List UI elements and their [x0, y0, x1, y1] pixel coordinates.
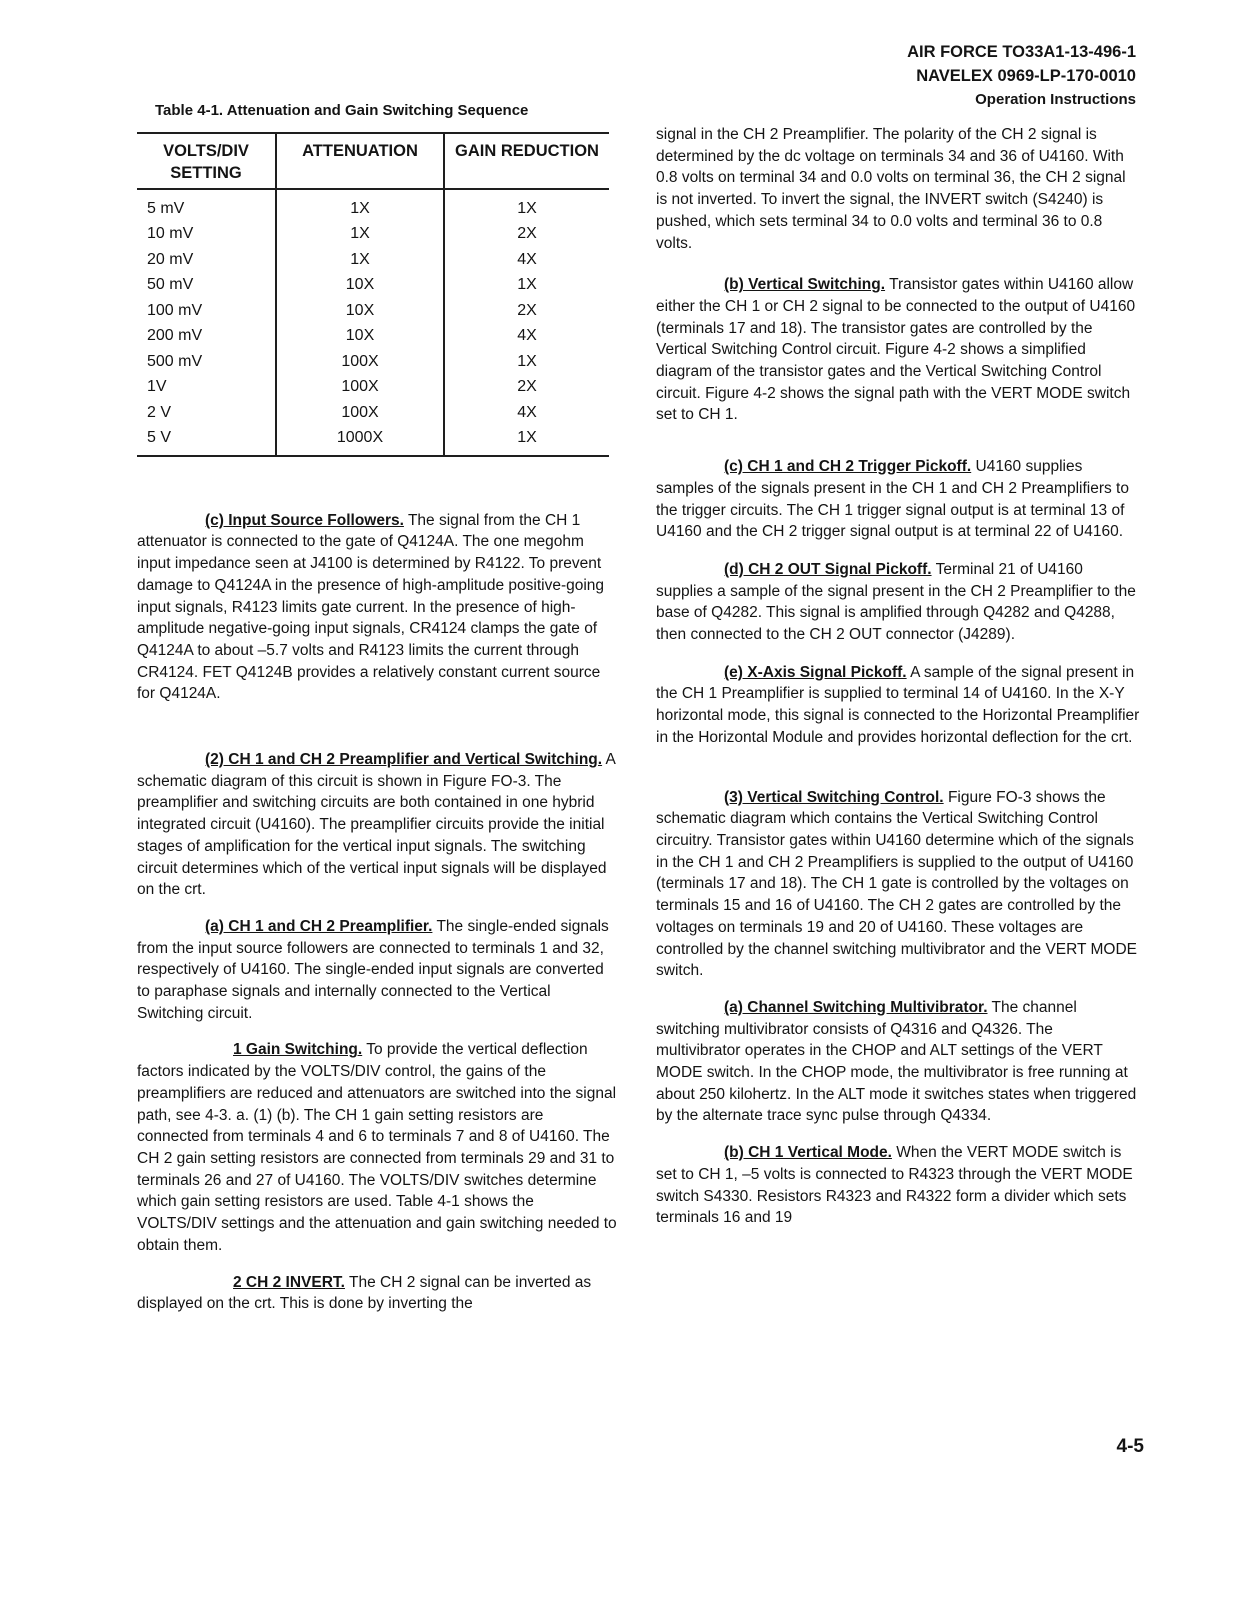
left-column	[137, 100, 617, 1315]
text-trigger-pickoff: U4160 supplies samples of the signals present in the CH 1 and CH 2 Preamplifiers to the trigger circuits. The CH 1 trigger signal output is at terminal 13 of U4160 and the CH 2 trigger signal output is at terminal 22 of U4160.	[656, 458, 1129, 541]
text-ch2-invert: The CH 2 signal can be inverted as displayed on the crt. This is done by inverting the	[137, 1273, 592, 1313]
text-ch1-vertical-mode: When the VERT MODE switch is set to CH 1, –5 volts is connected to R4323 through the VERT MODE switch S4330. Resistors R4323 and R4322 form a divider which sets terminals 16 and 19	[656, 1144, 1133, 1227]
col-header-gain-reduction: GAIN REDUCTION	[444, 133, 609, 189]
heading-preamplifier: (a) CH 1 and CH 2 Preamplifier.	[205, 917, 433, 935]
cell-attenuation: 1X	[276, 221, 444, 247]
table-row	[137, 400, 609, 426]
heading-channel-multivibrator: (a) Channel Switching Multivibrator.	[724, 998, 988, 1016]
text-ch2-out-pickoff: Terminal 21 of U4160 supplies a sample of the signal present in the CH 2 Preamplifier to the base of Q4282. This signal is amplified through Q4282 and Q4288, then connected to the CH 2 OUT connector (J4289).	[656, 560, 1136, 644]
page-header	[716, 40, 1136, 112]
table-row	[137, 425, 609, 456]
header-line-3: Operation Instructions	[975, 91, 1136, 108]
paragraph-ch2-out-pickoff	[656, 559, 1140, 646]
heading-input-source-followers: (c) Input Source Followers.	[205, 511, 404, 529]
cell-attenuation: 100X	[276, 349, 444, 375]
text-preamplifier: The single-ended signals from the input source followers are connected to terminals 1 and 32, respectively of U4160. The single-ended input signals are converted to paraphase signals and internally connected to the Vertical Switching circuit.	[137, 917, 609, 1022]
paragraph-preamplifier	[137, 916, 617, 1025]
paragraph-ch1-vertical-mode	[656, 1142, 1140, 1229]
attenuation-table	[137, 132, 609, 457]
right-column	[656, 124, 1140, 1229]
paragraph-gain-switching	[137, 1039, 617, 1256]
table-row	[137, 272, 609, 298]
cell-attenuation: 1X	[276, 247, 444, 273]
heading-preamp-switching: (2) CH 1 and CH 2 Preamplifier and Vertical Switching.	[205, 751, 603, 769]
page-number: 4-5	[1116, 1436, 1144, 1457]
cell-setting: 5 V	[147, 429, 172, 447]
cell-attenuation: 1X	[276, 189, 444, 222]
cell-attenuation: 100X	[276, 400, 444, 426]
table-row	[137, 323, 609, 349]
cell-attenuation: 1000X	[276, 425, 444, 456]
table-row	[137, 374, 609, 400]
table-row	[137, 298, 609, 324]
cell-setting: 50 mV	[147, 276, 194, 294]
heading-ch1-vertical-mode: (b) CH 1 Vertical Mode.	[724, 1144, 892, 1162]
cell-gain: 2X	[444, 298, 609, 324]
cell-gain: 1X	[444, 272, 609, 298]
cell-setting: 2 V	[147, 403, 172, 421]
cell-gain: 4X	[444, 323, 609, 349]
cell-gain: 2X	[444, 221, 609, 247]
cell-setting: 10 mV	[147, 225, 194, 243]
cell-gain: 2X	[444, 374, 609, 400]
table-row	[137, 349, 609, 375]
table-row	[137, 189, 609, 222]
table-row	[137, 221, 609, 247]
cell-attenuation: 10X	[276, 272, 444, 298]
table-caption: Table 4-1. Attenuation and Gain Switching Sequence	[155, 102, 529, 119]
paragraph-vertical-switching	[656, 274, 1140, 426]
cell-setting: 100 mV	[147, 301, 203, 319]
cell-gain: 1X	[444, 425, 609, 456]
cell-setting: 500 mV	[147, 352, 203, 370]
table-row	[137, 247, 609, 273]
cell-gain: 1X	[444, 189, 609, 222]
cell-gain: 4X	[444, 400, 609, 426]
paragraph-ch2-invert	[137, 1272, 617, 1315]
cell-attenuation: 10X	[276, 323, 444, 349]
cell-attenuation: 10X	[276, 298, 444, 324]
cell-gain: 4X	[444, 247, 609, 273]
paragraph-invert-continued: signal in the CH 2 Preamplifier. The polarity of the CH 2 signal is determined by the dc voltage on terminals 34 and 36 of U4160. With 0.8 volts on terminal 34 and 0.0 volts on terminal 36, the CH 2 signal is not inverted. To invert the signal, the INVERT switch (S4240) is pushed, which sets terminal 34 to 0.0 volts and terminal 36 to 0.8 volts.	[656, 126, 1126, 252]
table-header-row	[137, 133, 609, 189]
text-input-source-followers: The signal from the CH 1 attenuator is connected to the gate of Q4124A. The one megohm input impedance seen at J4100 is determined by R4122. To prevent damage to Q4124A in the presence of high-amplitude positive-going input signals, R4123 limits gate current. In the presence of high-amplitude negative-going input signals, CR4124 clamps the gate of Q4124A to about –5.7 volts and R4123 limits the current through CR4124. FET Q4124B provides a relatively constant current source for Q4124A.	[137, 511, 605, 703]
heading-vertical-switching: (b) Vertical Switching.	[724, 276, 886, 294]
paragraph-vertical-switching-control	[656, 787, 1140, 982]
heading-x-axis-pickoff: (e) X-Axis Signal Pickoff.	[724, 663, 907, 681]
heading-vertical-switching-control: (3) Vertical Switching Control.	[724, 788, 944, 806]
text-channel-multivibrator: The channel switching multivibrator consists of Q4316 and Q4326. The multivibrator operates in the CHOP and ALT settings of the VERT MODE switch. In the CHOP mode, the multivibrator is free running at about 250 kilohertz. In the ALT mode it switches states when triggered by the alternate trace sync pulse through Q4334.	[656, 998, 1137, 1125]
text-vertical-switching-control: Figure FO-3 shows the schematic diagram which contains the Vertical Switching Control circuitry. Transistor gates within U4160 determine which of the signals in the CH 1 and CH 2 Preamplifiers is supplied to the output of U4160 (terminals 17 and 18). The CH 1 gate is controlled by the voltages on terminals 15 and 16 of U4160. The CH 2 gates are controlled by the voltages on terminals 19 and 20 of U4160. These voltages are controlled by the channel switching multivibrator and the VERT MODE switch.	[656, 788, 1138, 980]
header-line-2: NAVELEX 0969-LP-170-0010	[916, 67, 1136, 85]
cell-setting: 1V	[147, 378, 167, 396]
cell-setting: 200 mV	[147, 327, 203, 345]
text-preamp-switching: A schematic diagram of this circuit is shown in Figure FO-3. The preamplifier and switching circuits are both contained in one hybrid integrated circuit (U4160). The preamplifier circuits provide the initial stages of amplification for the vertical input signals. The switching circuit determines which of the vertical input signals will be displayed on the crt.	[137, 751, 616, 899]
text-gain-switching: To provide the vertical deflection factors indicated by the VOLTS/DIV control, the gains of the preamplifiers are reduced and attenuators are switched into the signal path, see 4-3. a. (1) (b). The CH 1 gain setting resistors are connected from terminals 4 and 6 to terminals 7 and 8 of U4160. The CH 2 gain setting resistors are connected from terminals 29 and 31 to terminals 26 and 27 of U4160. The VOLTS/DIV switches determine which gain setting resistors are used. Table 4-1 shows the VOLTS/DIV settings and the attenuation and gain switching needed to obtain them.	[137, 1041, 617, 1254]
heading-gain-switching: 1 Gain Switching.	[233, 1041, 363, 1059]
heading-ch2-invert: 2 CH 2 INVERT.	[233, 1273, 345, 1291]
paragraph-input-source-followers	[137, 510, 617, 705]
col-header-volts-div: VOLTS/DIV SETTING	[137, 133, 276, 189]
paragraph-trigger-pickoff	[656, 456, 1140, 543]
header-line-1: AIR FORCE TO33A1-13-496-1	[907, 43, 1136, 61]
paragraph-channel-multivibrator	[656, 997, 1140, 1127]
paragraph-preamp-switching	[137, 749, 617, 901]
paragraph-x-axis-pickoff	[656, 662, 1140, 749]
text-vertical-switching: Transistor gates within U4160 allow either the CH 1 or CH 2 signal to be connected to the output of U4160 (terminals 17 and 18). The transistor gates are controlled by the Vertical Switching Control circuit. Figure 4-2 shows a simplified diagram of the transistor gates and the Vertical Switching Control circuit. Figure 4-2 shows the signal path with the VERT MODE switch set to CH 1.	[656, 276, 1136, 424]
cell-gain: 1X	[444, 349, 609, 375]
cell-setting: 20 mV	[147, 250, 194, 268]
col-header-attenuation: ATTENUATION	[276, 133, 444, 189]
cell-setting: 5 mV	[147, 199, 185, 217]
heading-ch2-out-pickoff: (d) CH 2 OUT Signal Pickoff.	[724, 560, 932, 578]
heading-trigger-pickoff: (c) CH 1 and CH 2 Trigger Pickoff.	[724, 458, 972, 476]
cell-attenuation: 100X	[276, 374, 444, 400]
text-x-axis-pickoff: A sample of the signal present in the CH 1 Preamplifier is supplied to terminal 14 of U4160. In the X-Y horizontal mode, this signal is connected to the Horizontal Preamplifier in the Horizontal Module and provides horizontal deflection for the crt.	[656, 663, 1140, 746]
